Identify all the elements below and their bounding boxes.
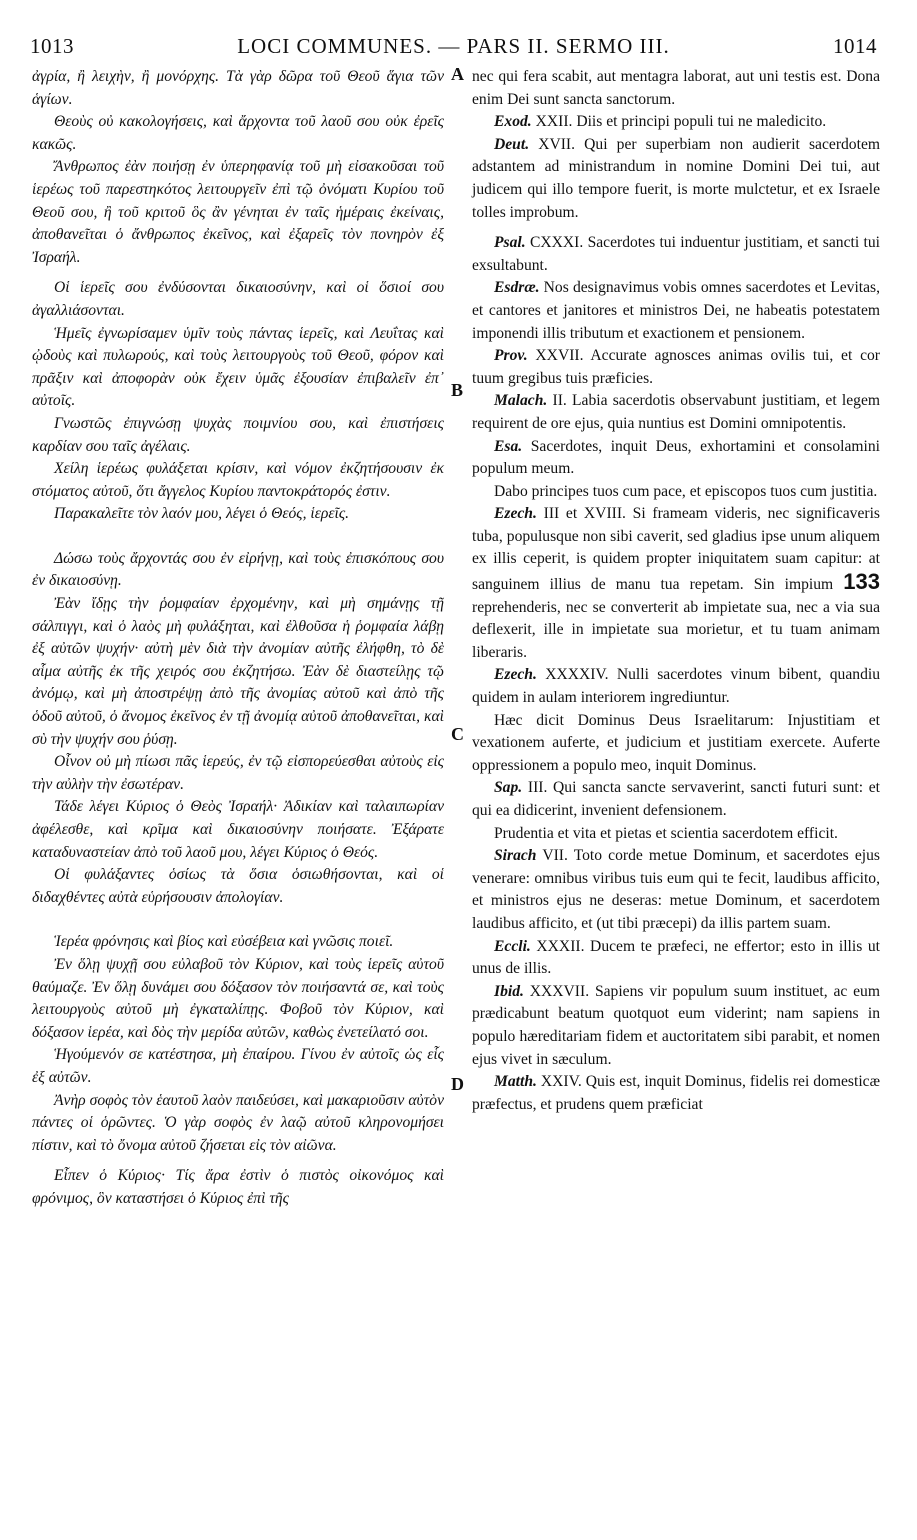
latin-passage	[472, 823, 880, 846]
latin-text: Prudentia et vita et pietas et scientia sacerdotem efficit.	[494, 824, 838, 842]
latin-text: II. Labia sacerdotis observabunt justitiam, et legem requirent de ore ejus, quia nuntius est Domini omnipotentis.	[472, 392, 880, 432]
greek-passage: Γνωστῶς ἐπιγνώσῃ ψυχὰς ποιμνίου σου, καὶ ἐπιστήσεις καρδίαν σου ταῖς ἀγέλαις.	[32, 414, 444, 455]
greek-passage: Ἄνθρωπος ἐὰν ποιήσῃ ἐν ὑπερηφανίᾳ τοῦ μὴ εἰσακοῦσαι τοῦ ἱερέως τοῦ παρεστηκότος λειτουργεῖν ἐπὶ τῷ ὀνόματι Κυρίου τοῦ Θεοῦ σου, ἢ τοῦ κριτοῦ ὃς ἂν γένηται ἐν ταῖς ἡμέραις ἐκείναις, ἀποθανεῖται ὁ ἄνθρωπος ἐκεῖνος, καὶ ἐξαρεῖς τὸν πονηρὸν ἐξ Ἰσραήλ.	[32, 158, 444, 266]
latin-text: III et XVIII. Si frameam videris, nec significaveris tuba, populusque non sibi caverit, sed gladius ipse unum aliquem ex illis ceperit, is quidem propter iniquitatem suam capitur: at sanguinem illius de manu tua repetam. Sin impium	[472, 505, 880, 594]
greek-passage: ἀγρία, ἢ λειχὴν, ἢ μονόρχης. Τὰ γὰρ δῶρα τοῦ Θεοῦ ἅγια τῶν ἁγίων.	[32, 68, 444, 108]
section-marker-b: B	[451, 380, 464, 400]
greek-passage: Τάδε λέγει Κύριος ὁ Θεὸς Ἰσραήλ· Ἀδικίαν καὶ ταλαιπωρίαν ἀφέλεσθε, καὶ κρῖμα καὶ δικαιοσύνην ποιήσατε. Ἐξάρατε καταδυναστείαν ἀπὸ τοῦ λαοῦ μου, λέγει Κύριος ὁ Θεός.	[32, 798, 444, 861]
latin-passage	[472, 481, 880, 504]
scripture-reference: Exod.	[494, 113, 532, 131]
greek-passage: Θεοὺς οὐ κακολογήσεις, καὶ ἄρχοντα τοῦ λαοῦ σου οὐκ ἐρεῖς κακῶς.	[32, 113, 444, 153]
latin-passage	[472, 777, 880, 822]
greek-passage: Ἐν ὅλῃ ψυχῇ σου εὐλαβοῦ τὸν Κύριον, καὶ τοὺς ἱερεῖς αὐτοῦ θαύμαζε. Ἐν ὅλῃ δυνάμει σου δόξασον τὸν ποιήσαντά σε, καὶ τοὺς λειτουργοὺς αὐτοῦ μὴ ἐγκαταλίπῃς. Φοβοῦ τὸν Κύριον, καὶ δόξασον ἱερέα, καὶ δὸς τὴν μερίδα αὐτῶν, καθὼς ἐνετείλατό σοι.	[32, 955, 444, 1041]
scripture-reference: Sirach	[494, 847, 537, 865]
section-marker-a: A	[451, 64, 464, 84]
scripture-reference: Deut.	[494, 135, 530, 153]
scripture-reference: Sap.	[494, 779, 523, 797]
scripture-reference: Ezech.	[494, 505, 537, 523]
greek-passage: Ἱερέα φρόνησις καὶ βίος καὶ εὐσέβεια καὶ γνῶσις ποιεῖ.	[54, 933, 394, 951]
greek-passage: Χείλη ἱερέως φυλάξεται κρίσιν, καὶ νόμον ἐκζητήσουσιν ἐκ στόματος αὐτοῦ, ὅτι ἄγγελος Κυρίου παντοκράτορός ἐστιν.	[32, 460, 444, 500]
latin-passage	[472, 981, 880, 1071]
latin-text: CXXXI. Sacerdotes tui induentur justitiam, et sancti tui exsultabunt.	[472, 234, 880, 274]
latin-passage	[472, 390, 880, 435]
latin-passage	[472, 936, 880, 981]
scripture-reference: Ezech.	[494, 666, 537, 684]
latin-text: Sacerdotes, inquit Deus, exhortamini et consolamini populum meum.	[472, 437, 880, 478]
greek-passage: Οἶνον οὐ μὴ πίωσι πᾶς ἱερεύς, ἐν τῷ εἰσπορεύεσθαι αὐτοὺς εἰς τὴν αὐλὴν τὴν ἐσωτέραν.	[32, 753, 444, 793]
greek-passage: Οἱ φυλάξαντες ὁσίως τὰ ὅσια ὁσιωθήσονται, καὶ οἱ διδαχθέντες αὐτὰ εὑρήσουσιν ἀπολογίαν.	[32, 866, 444, 906]
latin-text: XXXXIV. Nulli sacerdotes vinum bibent, quandiu quidem in aulam interiorem ingrediuntur.	[472, 666, 880, 707]
column-number: 133	[843, 569, 881, 595]
latin-passage	[472, 664, 880, 709]
scripture-reference: Esdræ.	[494, 279, 540, 297]
greek-passage: Δώσω τοὺς ἄρχοντάς σου ἐν εἰρήνῃ, καὶ τοὺς ἐπισκόπους σου ἐν δικαιοσύνῃ.	[32, 549, 444, 590]
latin-column	[472, 66, 880, 1116]
latin-text: Dabo principes tuos cum pace, et episcopos tuos cum justitia.	[494, 482, 878, 500]
latin-passage	[472, 1071, 880, 1116]
scripture-reference: Eccli.	[494, 937, 531, 955]
latin-passage	[472, 111, 880, 134]
greek-column	[32, 66, 444, 1211]
latin-text: III. Qui sancta sancte servaverint, sancti futuri sunt: et qui ea didicerint, invenient defensionem.	[472, 779, 880, 819]
latin-passage	[472, 436, 880, 481]
scripture-reference: Psal.	[494, 234, 526, 252]
scripture-reference: Ibid.	[494, 982, 524, 1000]
scripture-reference: Esa.	[494, 437, 523, 455]
running-title: LOCI COMMUNES. — PARS II. SERMO III.	[237, 34, 670, 58]
latin-text: Nos designavimus vobis omnes sacerdotes et Levitas, et cantores et janitores et ministros Dei, ne habeatis potestatem imponendi illis tributum et exactionem et pensionem.	[472, 279, 880, 342]
latin-text: XXXVII. Sapiens vir populum suum instituet, ac eum prædicabunt beatum quotquot eum viderint; nam sapiens in populo hæreditariam fidem et auctoritatem sibi parabit, et nomen ejus vivet in sæculum.	[472, 982, 880, 1068]
latin-text: XXXII. Ducem te præfeci, ne effertor; esto in illis ut unus de illis.	[472, 937, 880, 978]
latin-passage	[472, 345, 880, 390]
latin-passage	[472, 134, 880, 224]
latin-text: reprehenderis, nec se converterit ab impietate sua, nec a via sua deflexerit, ille in impietate sua morietur, et tu tuam animam liberaris.	[472, 598, 880, 661]
latin-passage	[472, 710, 880, 778]
latin-passage	[472, 232, 880, 277]
latin-text: XXII. Diis et principi populi tui ne maledicito.	[535, 113, 827, 131]
latin-text: Hæc dicit Dominus Deus Israelitarum: Injustitiam et vexationem auferte, et judicium et justitiam exercete. Auferte oppressionem a populo meo, inquit Dominus.	[472, 711, 880, 774]
latin-text: XXVII. Accurate agnosces animas ovilis tui, et cor tuum gregibus tuis præficies.	[472, 347, 880, 387]
section-marker-c: C	[451, 724, 464, 744]
latin-text: XVII. Qui per superbiam non audierit sacerdotem adstantem ad ministrandum in nomine Domini Dei tui, aut judicem qui illo tempore fuerit, is morte mulctetur, et ex Israele tolles improbum.	[472, 135, 880, 221]
scripture-reference: Malach.	[494, 392, 548, 410]
scripture-reference: Prov.	[494, 347, 528, 365]
page-number-right: 1014	[833, 34, 877, 58]
running-header	[30, 34, 877, 64]
scripture-reference: Matth.	[494, 1073, 537, 1091]
latin-passage	[472, 503, 880, 664]
greek-passage: Ἀνὴρ σοφὸς τὸν ἑαυτοῦ λαὸν παιδεύσει, καὶ μακαριοῦσιν αὐτὸν πάντες οἱ ὁρῶντες. Ὁ γὰρ σοφὸς ἐν λαῷ αὐτοῦ κληρονομήσει πίστιν, καὶ τὸ ὄνομα αὐτοῦ ζήσεται εἰς τὸν αἰῶνα.	[32, 1091, 444, 1154]
latin-text: nec qui fera scabit, aut mentagra laborat, aut uni testis est. Dona enim Dei sunt sancta sanctorum.	[472, 68, 880, 108]
page-number-left: 1013	[30, 34, 74, 58]
latin-text: VII. Toto corde metue Dominum, et sacerdotes ejus venerare: omnibus viribus tuis eum qui te fecit, laudibus afficito, et ministros ejus ne deseras: metue Dominum, et sacerdotem laudibus afficito, et (ut tibi præcepi) da illis partem suam.	[472, 847, 880, 932]
greek-passage: Ἡμεῖς ἐγνωρίσαμεν ὑμῖν τοὺς πάντας ἱερεῖς, καὶ Λευΐτας καὶ ᾠδοὺς καὶ πυλωρούς, καὶ τοὺς λειτουργοὺς τοῦ Θεοῦ, φόρον καὶ πρᾶξιν καὶ ἀποφορὰν οὐκ ἔχειν ὑμᾶς ἐξουσίαν ἐπιβαλεῖν ἐπ᾽ αὐτοῖς.	[32, 324, 444, 410]
section-marker-d: D	[451, 1074, 464, 1094]
greek-passage: Ἐὰν ἴδῃς τὴν ῥομφαίαν ἐρχομένην, καὶ μὴ σημάνῃς τῇ σάλπιγγι, καὶ ὁ λαὸς μὴ φυλάξηται, καὶ ἐλθοῦσα ἡ ῥομφαία λάβῃ ἐξ αὐτῶν ψυχήν· αὐτὴ μὲν διὰ τὴν ἀνομίαν αὐτῆς ἐλήφθη, τὸ δὲ αἷμα αὐτῆς ἐκ τῆς χειρός σου ἐκζητήσω. Ἐὰν δὲ διαστείλῃς τῷ ἀνόμῳ, καὶ μὴ ἀποστρέψῃ ἀπὸ τῆς ἀνομίας αὐτοῦ καὶ ἀπὸ τῆς ὁδοῦ αὐτοῦ, ὁ ἄνομος ἐκεῖνος ἐν τῇ ἀνομίᾳ αὐτοῦ ἀποθανεῖται, καὶ σὺ τὴν ψυχήν σου ῥύσῃ.	[32, 595, 444, 748]
greek-passage: Παρακαλεῖτε τὸν λαόν μου, λέγει ὁ Θεός, ἱερεῖς.	[54, 505, 350, 523]
latin-passage	[472, 277, 880, 345]
greek-passage: Ἡγούμενόν σε κατέστησα, μὴ ἐπαίρου. Γίνου ἐν αὐτοῖς ὡς εἷς ἐξ αὐτῶν.	[32, 1046, 444, 1086]
latin-text: XXIV. Quis est, inquit Dominus, fidelis rei domesticæ præfectus, et prudens quem præficiat	[472, 1073, 880, 1113]
latin-passage	[472, 66, 880, 111]
greek-passage: Οἱ ἱερεῖς σου ἐνδύσονται δικαιοσύνην, καὶ οἱ ὅσιοί σου ἀγαλλιάσονται.	[32, 279, 444, 319]
latin-passage	[472, 845, 880, 935]
greek-passage: Εἶπεν ὁ Κύριος· Τίς ἄρα ἐστὶν ὁ πιστὸς οἰκονόμος καὶ φρόνιμος, ὃν καταστήσει ὁ Κύριος ἐπὶ τῆς	[32, 1167, 444, 1207]
